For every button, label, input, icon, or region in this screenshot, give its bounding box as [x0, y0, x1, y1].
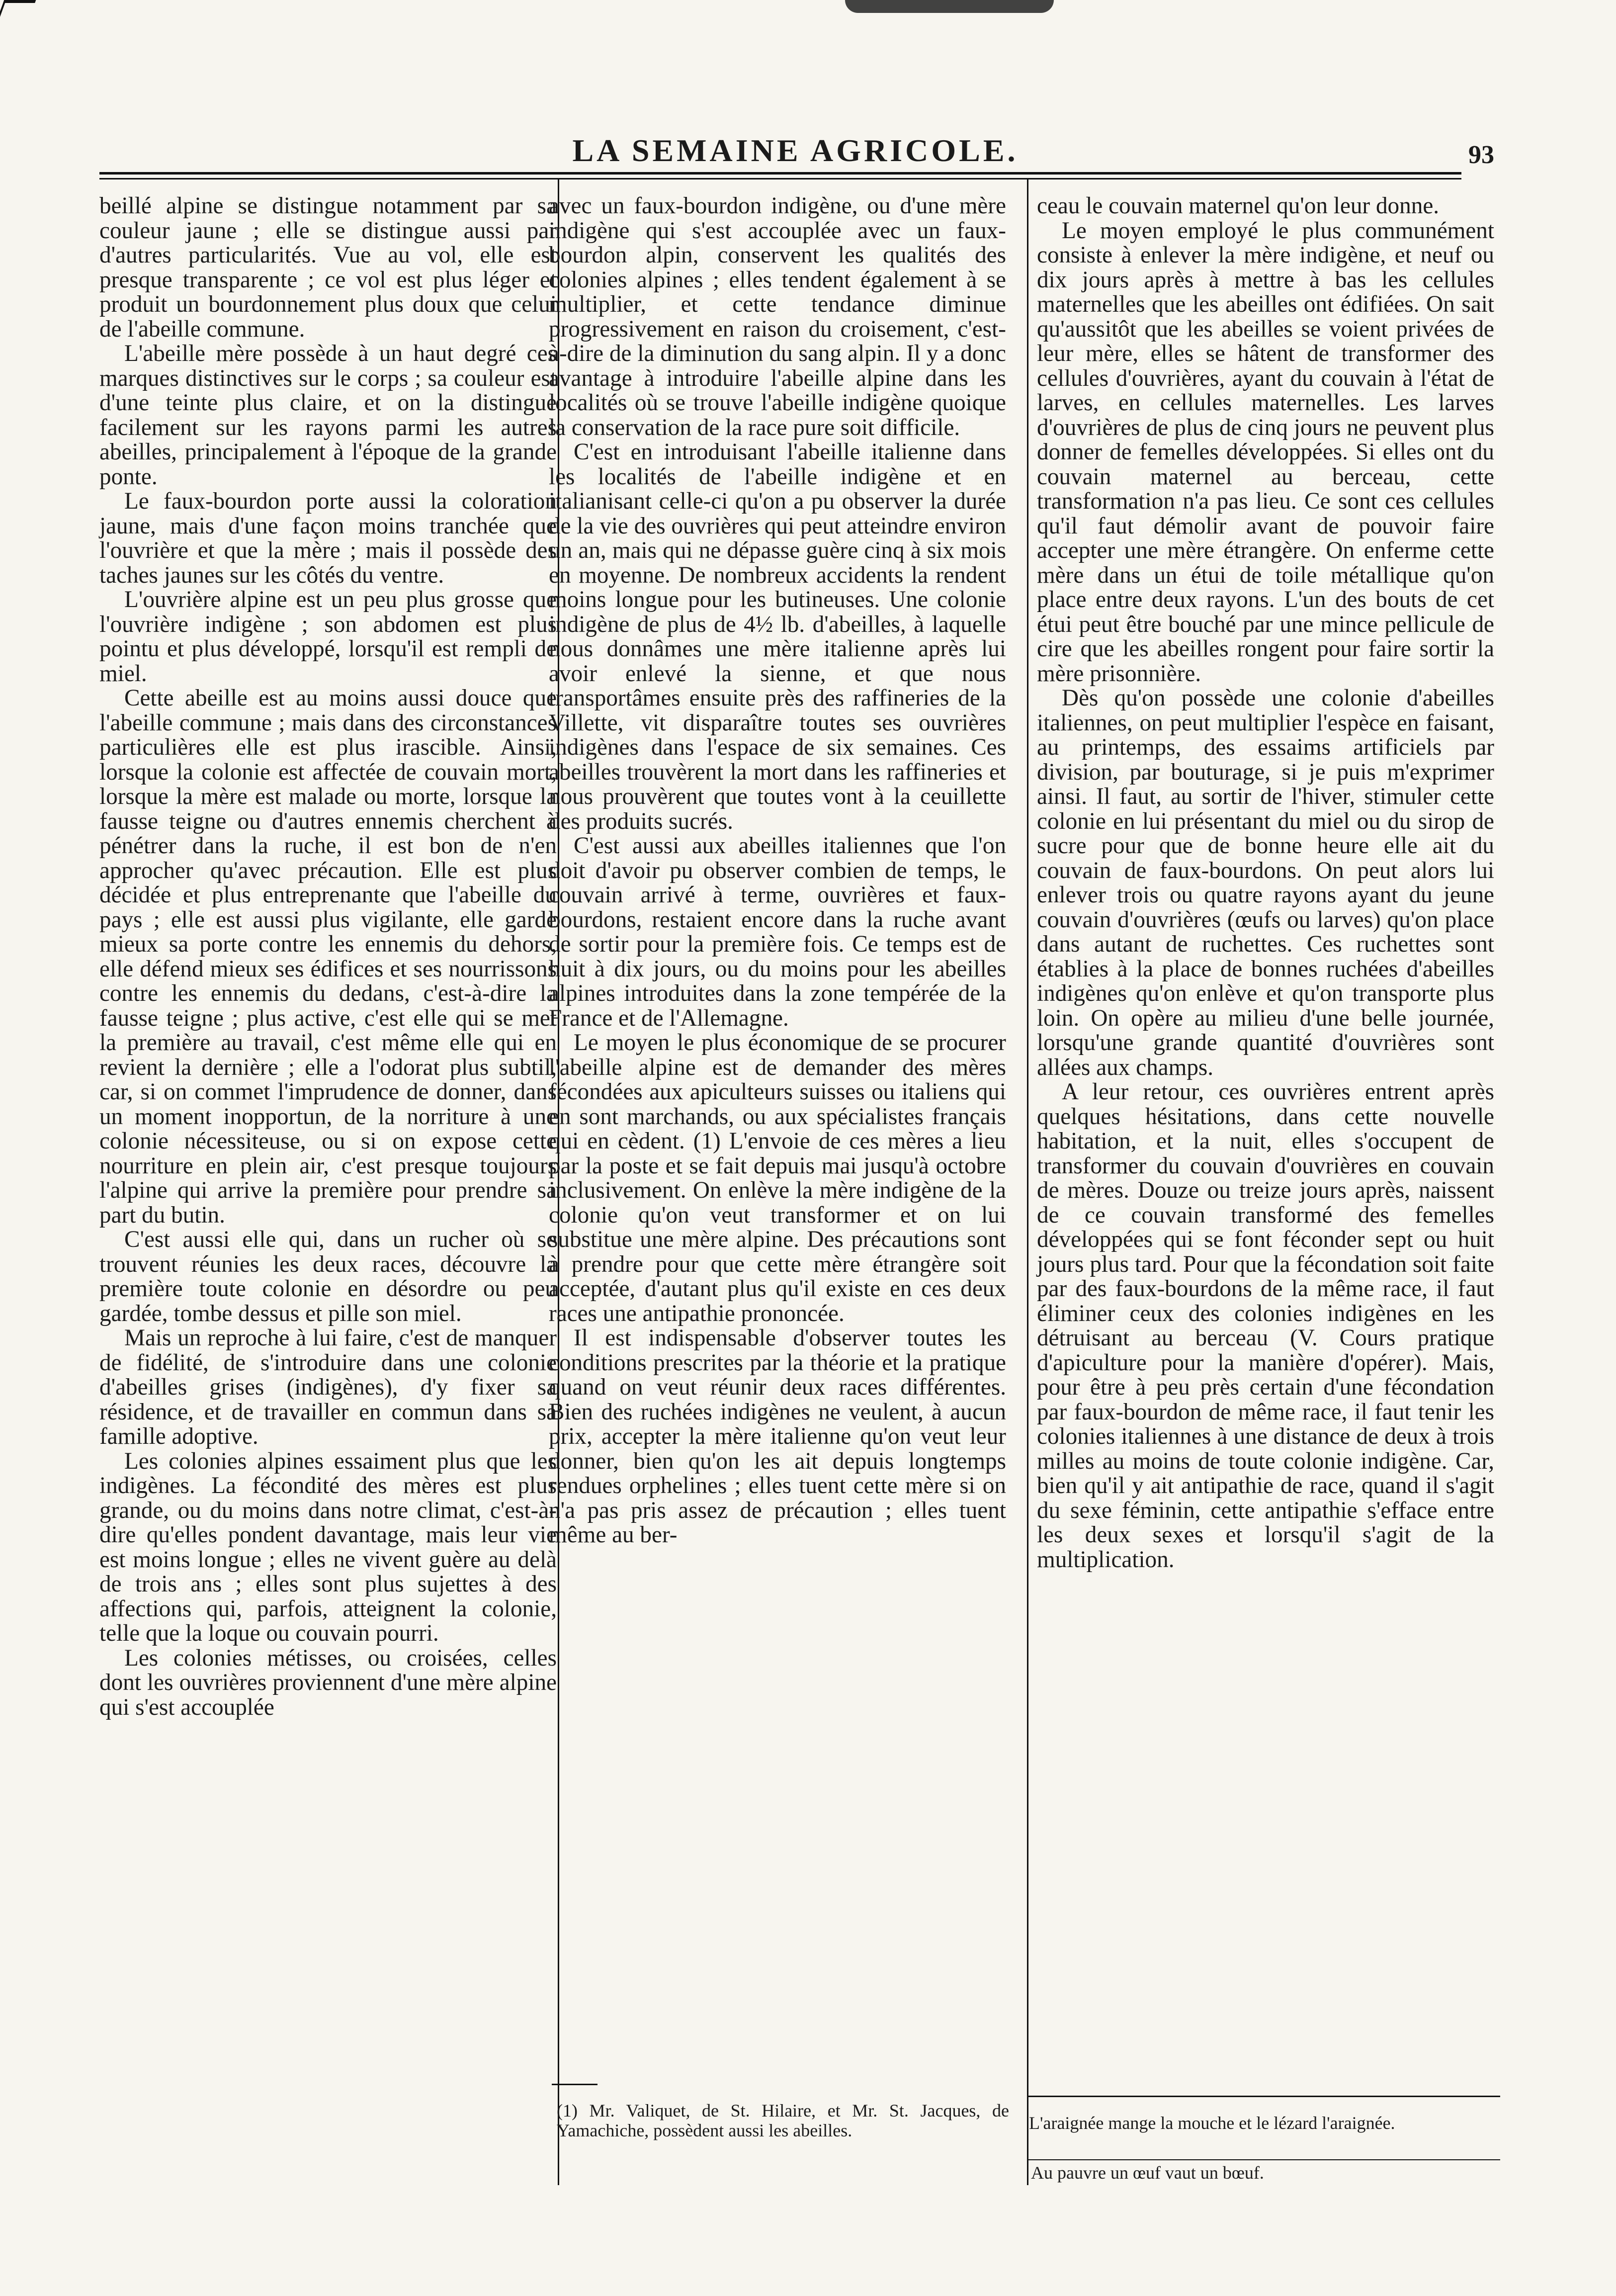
footnote-rule [552, 2084, 597, 2085]
paragraph: L'abeille mère possède à un haut degré ces marques distinctives sur le corps ; sa couleur est d'une teinte plus claire, et on la distingue facilement sur les rayons parmi les autres abeilles, principalement à l'époque de la grande ponte. [99, 341, 557, 490]
paragraph: C'est aussi elle qui, dans un rucher où se trouvent réunies les deux races, découvre la première toute colonie en désordre ou peu gardée, tombe dessus et pille son miel. [99, 1227, 557, 1326]
paragraph: avec un faux-bourdon indigène, ou d'une mère indigène qui s'est accouplée avec un faux-bourdon alpin, conservent les qualités des colonies alpines ; elles tendent également à se multiplier, et cette tendance diminue progressivement en raison du croisement, c'est-à-dire de la diminution du sang alpin. Il y a donc avantage à introduire l'abeille alpine dans les localités où se trouve l'abeille indigène quoique la conservation de la race pure soit difficile. [549, 193, 1006, 441]
paragraph: C'est en introduisant l'abeille italienne dans les localités de l'abeille indigène et en italianisant celle-ci qu'on a pu observer la durée de la vie des ouvrières qui peut atteindre environ un an, mais qui ne dépasse guère cinq à six mois en moyenne. De nombreux accidents la rendent moins longue pour les butineuses. Une colonie indigène de plus de 4½ lb. d'abeilles, à laquelle nous donnâmes une mère italienne après lui avoir enlevé la sienne, et que nous transportâmes ensuite près des raffineries de la Villette, vit disparaître toutes ses ouvrières indigènes dans l'espace de six semaines. Ces abeilles trouvèrent la mort dans les raffineries et nous prouvèrent que toutes vont à la ceuillette des produits sucrés. [549, 439, 1006, 834]
page-number: 93 [1468, 141, 1494, 169]
proverb-rule [1028, 2159, 1500, 2160]
footnote: (1) Mr. Valiquet, de St. Hilaire, et Mr. St. Jacques, de Yamachiche, possèdent aussi les abeilles. [557, 2101, 1009, 2140]
paragraph: ceau le couvain maternel qu'on leur donne. [1037, 193, 1440, 219]
masthead-title: LA SEMAINE AGRICOLE. [572, 133, 1019, 168]
corner-mark [0, 0, 36, 23]
text-column-2 [549, 194, 1006, 1548]
text-column-1 [99, 194, 557, 1720]
header-rule-thin [99, 178, 1461, 179]
proverb-rule [1028, 2096, 1500, 2097]
paragraph: Le moyen le plus économique de se procurer l'abeille alpine est de demander des mères fécondées aux apiculteurs suisses ou italiens qui en sont marchands, ou aux spécialistes français qui en cèdent. (1) L'envoie de ces mères a lieu par la poste et se fait depuis mai jusqu'à octobre inclusivement. On enlève la mère indigène de la colonie qu'on veut transformer et on lui substitue une mère alpine. Des précautions sont à prendre pour que cette mère étrangère soit acceptée, d'autant plus qu'il existe en ces deux races une antipathie prononcée. [549, 1030, 1006, 1326]
paragraph: L'ouvrière alpine est un peu plus grosse que l'ouvrière indigène ; son abdomen est plus pointu et plus développé, lorsqu'il est rempli de miel. [99, 587, 557, 687]
paragraph: Le moyen employé le plus communément consiste à enlever la mère indigène, et neuf ou dix jours après à mettre à bas les cellules maternelles que les abeilles ont édifiées. On sait qu'aussitôt que les abeilles se voient privées de leur mère, elles se hâtent de transformer des cellules d'ouvrières, ayant du couvain à l'état de larves, en cellules maternelles. Les larves d'ouvrières de plus de cinq jours ne peuvent plus donner de femelles développées. Si elles ont du couvain maternel au berceau, cette transformation n'a pas lieu. Ce sont ces cellules qu'il faut démolir avant de pouvoir faire accepter une mère étrangère. On enferme cette mère dans un étui de toile métallique qu'on place entre deux rayons. L'un des bouts de cet étui peut être bouché par une mince pellicule de cire que les abeilles rongent pour faire sortir la mère prisonnière. [1037, 217, 1494, 687]
proverb: Au pauvre un œuf vaut un bœuf. [1031, 2163, 1264, 2183]
paragraph: Le faux-bourdon porte aussi la coloration jaune, mais d'une façon moins tranchée que l'ouvrière et que la mère ; mais il possède des taches jaunes sur les côtés du ventre. [99, 488, 557, 588]
paragraph: Les colonies alpines essaiment plus que les indigènes. La fécondité des mères est plus grande, ou du moins dans notre climat, c'est-à-dire qu'elles pondent davantage, mais leur vie est moins longue ; elles ne vivent guère au delà de trois ans ; elles sont plus sujettes à des affections qui, parfois, atteignent la colonie, telle que la loque ou couvain pourri. [99, 1448, 557, 1646]
header-rule [99, 172, 1461, 175]
paragraph: Dès qu'on possède une colonie d'abeilles italiennes, on peut multiplier l'espèce en faisant, au printemps, des essaims artificiels par division, par bouturage, si je puis m'exprimer ainsi. Il faut, au sortir de l'hiver, stimuler cette colonie en lui présentant du miel ou du sirop de sucre pour que de bonne heure elle ait du couvain de faux-bourdons. On peut alors lui enlever trois ou quatre rayons ayant du jeune couvain d'ouvrières (œufs ou larves) qu'on place dans autant de ruchettes. Ces ruchettes sont établies à la place de bonnes ruchées d'abeilles indigènes qu'on enlève et qu'on transporte plus loin. On opère au milieu d'une belle journée, lorsqu'une grande quantité d'ouvrières sont allées aux champs. [1037, 685, 1494, 1080]
page-header [99, 129, 1494, 169]
proverb: L'araignée mange la mouche et le lézard l'araignée. [1029, 2113, 1395, 2133]
paragraph: C'est aussi aux abeilles italiennes que l'on doit d'avoir pu observer combien de temps, le couvain arrivé à terme, ouvrières et faux-bourdons, restaient encore dans la ruche avant de sortir pour la première fois. Ce temps est de huit à dix jours, ou du moins pour les abeilles alpines introduites dans la zone tempérée de la France et de l'Allemagne. [549, 833, 1006, 1031]
paragraph: beillé alpine se distingue notamment par sa couleur jaune ; elle se distingue aussi par d'autres particularités. Vue au vol, elle est presque transparente ; ce vol est plus léger et produit un bourdonnement plus doux que celui de l'abeille commune. [99, 193, 557, 342]
paragraph: Il est indispensable d'observer toutes les conditions prescrites par la théorie et la pratique quand on veut réunir deux races différentes. Bien des ruchées indigènes ne veulent, à aucun prix, accepter la mère italienne qu'on veut leur donner, bien qu'on les ait depuis longtemps rendues orphelines ; elles tuent cette mère si on n'a pas pris assez de précaution ; elles tuent même au ber- [549, 1325, 1006, 1548]
paragraph: A leur retour, ces ouvrières entrent après quelques hésitations, dans cette nouvelle habitation, et la nuit, elles s'occupent de transformer du couvain d'ouvrières en couvain de mères. Douze ou treize jours après, naissent de ce couvain transformé des femelles développées qui se font féconder sept ou huit jours plus tard. Pour que la fécondation soit faite par des faux-bourdons de la même race, il faut éliminer ceux des colonies indigènes en les détruisant au berceau (V. Cours pratique d'apiculture pour la manière d'opérer). Mais, pour être à peu près certain d'une fécondation par faux-bourdon de même race, il faut tenir les colonies italiennes à une distance de deux à trois milles au moins de toute colonie indigène. Car, bien qu'il y ait antipathie de race, quand il s'agit du sexe féminin, cette antipathie s'efface entre les deux sexes et lorsqu'il s'agit de la multiplication. [1037, 1079, 1494, 1573]
text-column-3 [1037, 194, 1494, 1572]
paragraph: Cette abeille est au moins aussi douce que l'abeille commune ; mais dans des circonstances particulières elle est plus irascible. Ainsi, lorsque la colonie est affectée de couvain mort, lorsque la mère est malade ou morte, lorsque la fausse teigne ou d'autres ennemis cherchent à pénétrer dans la ruche, il est bon de n'en approcher qu'avec précaution. Elle est plus décidée et plus entreprenante que l'abeille du pays ; elle est aussi plus vigilante, elle garde mieux sa porte contre les ennemis du dehors, elle défend mieux ses édifices et ses nourrissons contre les ennemis du dedans, c'est-à-dire la fausse teigne ; plus active, c'est elle qui se met la première au travail, c'est même elle qui en revient la dernière ; elle a l'odorat plus subtil, car, si on commet l'imprudence de donner, dans un moment inopportun, de la norriture à une colonie nécessiteuse, ou si on expose cette nourriture en plein air, c'est presque toujours l'alpine qui arrive la première pour prendre sa part du butin. [99, 685, 557, 1228]
paragraph: Les colonies métisses, ou croisées, celles dont les ouvrières proviennent d'une mère alpine qui s'est accouplée [99, 1645, 557, 1720]
ink-smudge [845, 0, 1054, 13]
column-divider [1027, 179, 1028, 2185]
paragraph: Mais un reproche à lui faire, c'est de manquer de fidélité, de s'introduire dans une colonie d'abeilles grises (indigènes), d'y fixer sa résidence, et de travailler en commun dans sa famille adoptive. [99, 1325, 557, 1449]
